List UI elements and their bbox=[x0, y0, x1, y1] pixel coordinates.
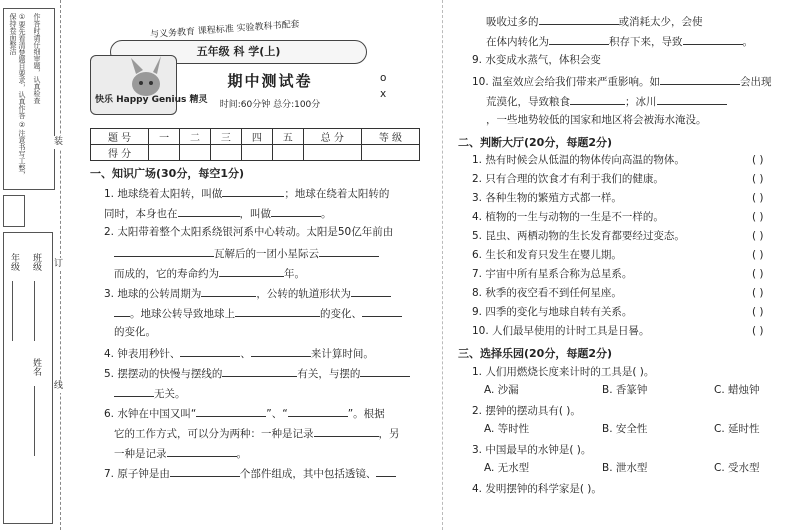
fill-line bbox=[458, 114, 793, 134]
class-label: 班级 bbox=[31, 253, 41, 271]
mc-question: 2. 摆钟的摆动具有( )。 bbox=[472, 405, 581, 417]
score-header: 一 bbox=[149, 129, 180, 145]
q-text: 同时，本身也在 bbox=[104, 208, 178, 220]
tf-text: 8. 秋季的夜空看不到任何星座。 bbox=[472, 287, 622, 299]
answer-paren[interactable]: ( ) bbox=[752, 268, 764, 280]
q-text: 在体内转化为 bbox=[486, 36, 549, 48]
seal-char-1: 装 bbox=[54, 137, 64, 147]
blank[interactable] bbox=[539, 14, 619, 25]
top-line: 与义务教育 课程标准 实验教科书配套 bbox=[149, 19, 300, 41]
notes-box bbox=[3, 8, 55, 190]
side-mark-o: o bbox=[380, 72, 387, 84]
fill-line bbox=[104, 346, 434, 366]
q-text: 、 bbox=[240, 348, 251, 360]
fill-line bbox=[104, 206, 434, 226]
tf-text: 7. 宇宙中所有星系合称为总星系。 bbox=[472, 268, 633, 280]
blank[interactable] bbox=[167, 446, 237, 457]
score-cell[interactable] bbox=[149, 145, 180, 161]
tf-text: 1. 热有时候会从低温的物体传向高温的物体。 bbox=[472, 154, 685, 166]
q-text: 无关。 bbox=[154, 388, 186, 400]
blank[interactable] bbox=[360, 366, 410, 377]
tf-item bbox=[472, 173, 792, 192]
q-text: 它的工作方式，可以分为两种：一种是记录 bbox=[114, 428, 314, 440]
mc-question: 1. 人们用燃烧长度来计时的工具是( )。 bbox=[472, 366, 655, 378]
right-continuation bbox=[458, 14, 793, 134]
blank[interactable] bbox=[271, 206, 321, 217]
fill-line bbox=[104, 286, 434, 306]
logo-text: 快乐 Happy Genius 精灵 bbox=[95, 95, 208, 105]
score-cell[interactable] bbox=[272, 145, 303, 161]
mc-options bbox=[472, 423, 792, 444]
tf-item bbox=[472, 154, 792, 173]
binding-margin bbox=[0, 0, 64, 530]
option-c[interactable]: C. 受水型 bbox=[714, 462, 760, 474]
score-header: 三 bbox=[210, 129, 241, 145]
q-text: 来计算时间。 bbox=[310, 348, 374, 360]
score-header: 等 级 bbox=[361, 129, 419, 145]
grade-label: 年级 bbox=[9, 253, 19, 271]
blank[interactable] bbox=[201, 286, 256, 297]
fill-line bbox=[104, 306, 434, 326]
blank[interactable] bbox=[114, 246, 214, 257]
score-cell[interactable] bbox=[210, 145, 241, 161]
blank[interactable] bbox=[114, 306, 130, 317]
name-field[interactable] bbox=[34, 386, 35, 456]
score-table bbox=[90, 128, 420, 161]
fill-line bbox=[104, 186, 434, 206]
q-text: 6. 水钟在中国又叫“ bbox=[104, 408, 197, 420]
answer-paren[interactable]: ( ) bbox=[752, 325, 764, 337]
grade-subject-banner: 五年级 科 学(上) bbox=[110, 40, 367, 64]
fill-line bbox=[104, 366, 434, 386]
mc-question: 4. 发明摆钟的科学家是( )。 bbox=[472, 483, 602, 495]
blank[interactable] bbox=[288, 406, 348, 417]
page-title: 期中测试卷 bbox=[227, 72, 313, 90]
fill-line bbox=[458, 94, 793, 114]
true-false-list bbox=[472, 154, 792, 344]
answer-paren[interactable]: ( ) bbox=[752, 287, 764, 299]
tf-text: 9. 四季的变化与地球自转有关系。 bbox=[472, 306, 633, 318]
score-table-header-row bbox=[91, 129, 420, 145]
blank[interactable] bbox=[235, 306, 320, 317]
fill-line bbox=[104, 266, 434, 286]
tf-text: 6. 生长和发育只发生在婴儿期。 bbox=[472, 249, 622, 261]
tf-text: 10. 人们最早使用的计时工具是日晷。 bbox=[472, 325, 650, 337]
blank[interactable] bbox=[351, 286, 391, 297]
option-b[interactable]: B. 安全性 bbox=[602, 423, 648, 435]
fill-line bbox=[104, 406, 434, 426]
score-header: 题 号 bbox=[91, 129, 149, 145]
fill-line bbox=[458, 34, 793, 54]
q-text: 。 bbox=[742, 36, 753, 48]
q-text: 个部件组成，其中包括透镜、 bbox=[239, 468, 377, 480]
blank[interactable] bbox=[570, 94, 625, 105]
q-text: 或消耗太少，会使 bbox=[618, 16, 703, 28]
blank[interactable] bbox=[319, 246, 379, 257]
answer-paren[interactable]: ( ) bbox=[752, 230, 764, 242]
tf-text: 2. 只有合理的饮食才有利于我们的健康。 bbox=[472, 173, 664, 185]
q-text: 9. 水变成水蒸气，体积会变 bbox=[472, 54, 601, 66]
fill-line bbox=[104, 446, 434, 466]
student-info-box bbox=[3, 232, 53, 524]
q-text: 有关，与摆的 bbox=[297, 368, 361, 380]
score-cell[interactable] bbox=[241, 145, 272, 161]
seal-char-2: 订 bbox=[54, 259, 64, 269]
tf-item bbox=[472, 230, 792, 249]
q-text: 积存下来，导致 bbox=[609, 36, 683, 48]
answer-paren[interactable]: ( ) bbox=[752, 249, 764, 261]
score-header: 二 bbox=[180, 129, 211, 145]
tf-item bbox=[472, 211, 792, 230]
q-text: ；冰川 bbox=[625, 96, 657, 108]
tf-item bbox=[472, 287, 792, 306]
answer-paren[interactable]: ( ) bbox=[752, 306, 764, 318]
blank[interactable] bbox=[180, 346, 240, 357]
q-text: 10. 温室效应会给我们带来严重影响。如 bbox=[472, 76, 661, 88]
fill-line bbox=[458, 74, 793, 94]
blank[interactable] bbox=[657, 94, 727, 105]
tf-text: 4. 植物的一生与动物的一生是不一样的。 bbox=[472, 211, 664, 223]
fold-line bbox=[442, 0, 443, 530]
logo-mascot bbox=[90, 55, 208, 115]
fill-line bbox=[104, 466, 434, 486]
q-text: 会出现 bbox=[740, 76, 772, 88]
section3-title: 三、选择乐园(20分，每题2分) bbox=[458, 347, 613, 360]
answer-paren[interactable]: ( ) bbox=[752, 173, 764, 185]
q-text: 1. 地球绕着太阳转，叫做 bbox=[104, 188, 223, 200]
blank[interactable] bbox=[170, 466, 240, 477]
blank[interactable] bbox=[549, 34, 609, 45]
q-text: 而成的，它的寿命约为 bbox=[114, 268, 219, 280]
mc-question: 3. 中国最早的水钟是( )。 bbox=[472, 444, 592, 456]
fill-line bbox=[104, 386, 434, 406]
q-text: ，另 bbox=[378, 428, 400, 440]
tf-item bbox=[472, 325, 792, 344]
tf-text: 3. 各种生物的繁殖方式都一样。 bbox=[472, 192, 622, 204]
blank[interactable] bbox=[660, 74, 740, 85]
q-text: ”、“ bbox=[266, 408, 288, 420]
blank[interactable] bbox=[376, 466, 396, 477]
option-a[interactable]: A. 无水型 bbox=[484, 462, 530, 474]
blank[interactable] bbox=[362, 306, 402, 317]
blank[interactable] bbox=[251, 346, 311, 357]
blank[interactable] bbox=[114, 386, 154, 397]
fill-line bbox=[458, 14, 793, 34]
answer-paren[interactable]: ( ) bbox=[752, 211, 764, 223]
q-text: 年。 bbox=[284, 268, 305, 280]
option-c[interactable]: C. 蜡烛钟 bbox=[714, 384, 760, 396]
blank[interactable] bbox=[314, 426, 379, 437]
fill-line bbox=[104, 246, 434, 266]
exam-info: 时间:60分钟 总分:100分 bbox=[219, 100, 321, 110]
q-text: 荒漠化，导致粮食 bbox=[486, 96, 570, 108]
option-a[interactable]: A. 沙漏 bbox=[484, 384, 519, 396]
score-cell[interactable] bbox=[303, 145, 361, 161]
section1-title: 一、知识广场(30分，每空1分) bbox=[90, 167, 245, 180]
q-text: ；地球在绕着太阳转的 bbox=[284, 188, 390, 200]
seal-box bbox=[3, 195, 25, 227]
q-text: 。 bbox=[321, 208, 332, 220]
q-text: ，一些地势较低的国家和地区将会被海水淹没。 bbox=[486, 114, 707, 126]
blank[interactable] bbox=[178, 206, 240, 217]
tf-item bbox=[472, 249, 792, 268]
tf-item bbox=[472, 192, 792, 211]
blank[interactable] bbox=[222, 186, 284, 197]
q-text: ，叫做 bbox=[239, 208, 271, 220]
q-text: 4. 钟表用秒针、 bbox=[104, 348, 181, 360]
tf-item bbox=[472, 268, 792, 287]
q-text: 。地球公转导致地球上 bbox=[130, 308, 235, 320]
margin-notes: ①要先看清楚题目要求，认真作答 ②注意书写工整，保持卷面整洁 bbox=[9, 13, 26, 179]
answer-paren[interactable]: ( ) bbox=[752, 192, 764, 204]
score-row-label: 得 分 bbox=[91, 145, 149, 161]
q-text: 。 bbox=[236, 448, 247, 460]
q-text: ”。根据 bbox=[347, 408, 385, 420]
grade-field[interactable] bbox=[12, 281, 13, 341]
q-text: 的变化、 bbox=[320, 308, 362, 320]
option-c[interactable]: C. 延时性 bbox=[714, 423, 760, 435]
blank[interactable] bbox=[222, 366, 297, 377]
section1-body bbox=[104, 186, 434, 486]
score-cell[interactable] bbox=[361, 145, 419, 161]
score-table-row bbox=[91, 145, 420, 161]
mc-options bbox=[472, 384, 792, 405]
q-text: 3. 地球的公转周期为 bbox=[104, 288, 202, 300]
fill-line bbox=[104, 426, 434, 446]
score-cell[interactable] bbox=[180, 145, 211, 161]
side-mark-x: x bbox=[380, 88, 387, 100]
blank[interactable] bbox=[219, 266, 284, 277]
fill-line bbox=[104, 326, 434, 346]
option-a[interactable]: A. 等时性 bbox=[484, 423, 530, 435]
q-text: 一种是记录 bbox=[114, 448, 167, 460]
blank[interactable] bbox=[683, 34, 743, 45]
fill-line: 2. 太阳带着整个太阳系绕银河系中心转动。太阳是50亿年前由 bbox=[104, 226, 394, 238]
q-text: 的变化。 bbox=[114, 326, 156, 338]
mc-options bbox=[472, 462, 792, 483]
margin-tip: 作答时请仔细审题，认真检查 bbox=[33, 13, 41, 104]
q-text: 5. 摆摆动的快慢与摆线的 bbox=[104, 368, 223, 380]
q-text: 吸收过多的 bbox=[486, 16, 539, 28]
tf-text: 5. 昆虫、两栖动物的生长发育都要经过变态。 bbox=[472, 230, 685, 242]
seal-char-3: 线 bbox=[54, 381, 64, 391]
score-header: 四 bbox=[241, 129, 272, 145]
score-header: 五 bbox=[272, 129, 303, 145]
name-label: 姓名 bbox=[31, 358, 41, 376]
q-text: 瓦解后的一团小星际云 bbox=[214, 248, 319, 260]
option-b[interactable]: B. 香篆钟 bbox=[602, 384, 648, 396]
class-field[interactable] bbox=[34, 281, 35, 341]
tf-item bbox=[472, 306, 792, 325]
q-text: ，公转的轨道形状为 bbox=[256, 288, 351, 300]
q-text: 7. 原子钟是由 bbox=[104, 468, 170, 480]
option-b[interactable]: B. 泄水型 bbox=[602, 462, 648, 474]
fill-line bbox=[458, 54, 793, 74]
blank[interactable] bbox=[196, 406, 266, 417]
multiple-choice-list bbox=[472, 366, 792, 497]
section2-title: 二、判断大厅(20分，每题2分) bbox=[458, 136, 613, 149]
answer-paren[interactable]: ( ) bbox=[752, 154, 764, 166]
score-header: 总 分 bbox=[303, 129, 361, 145]
